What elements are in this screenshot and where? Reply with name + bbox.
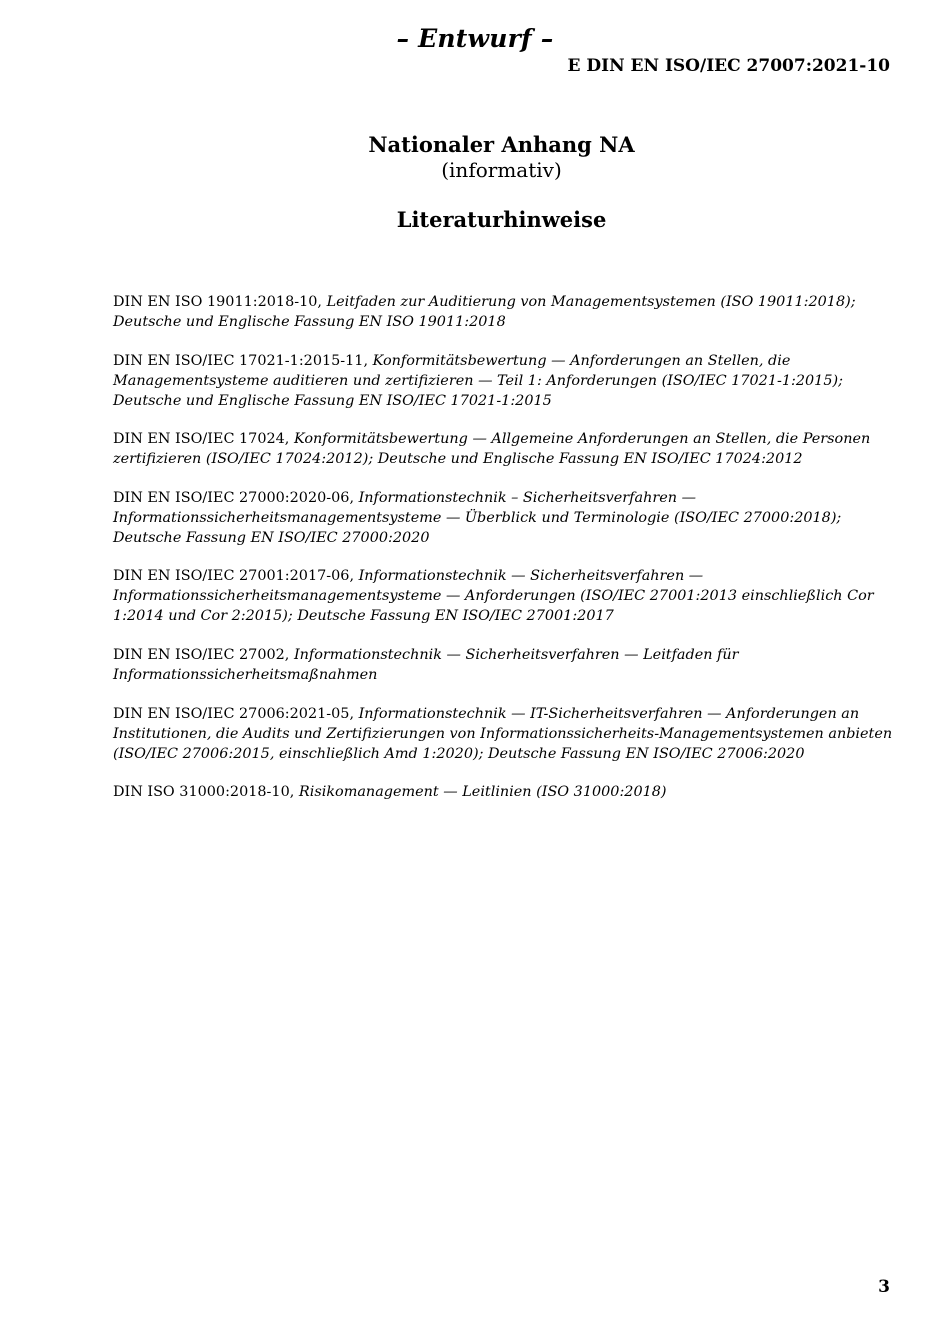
reference-designation: DIN EN ISO/IEC 27002, [113, 646, 290, 663]
reference-title: Risikomanagement — Leitlinien (ISO 31000:2018) [298, 784, 667, 801]
reference-designation: DIN EN ISO/IEC 27000:2020-06, [113, 489, 355, 506]
annex-subtitle: (informativ) [441, 158, 562, 182]
reference-title: Informationstechnik — IT-Sicherheitsverfahren — Anforderungen an Institutionen, die Audits und Zertifizierungen von Informationssicherheits-Managementsystemen anbieten (ISO/IEC 27006:2015, einschließlich Amd 1:2020); Deutsche Fassung EN ISO/IEC 27006:2020 [113, 705, 893, 762]
draft-mark: – Entwurf – [396, 24, 554, 53]
reference-item [113, 782, 895, 802]
document-id: E DIN EN ISO/IEC 27007:2021-10 [567, 56, 890, 76]
page-number: 3 [878, 1277, 890, 1297]
reference-designation: DIN EN ISO 19011:2018-10, [113, 294, 322, 310]
reference-item [113, 704, 895, 764]
reference-designation: DIN EN ISO/IEC 17024, [113, 431, 290, 448]
reference-item [113, 292, 895, 332]
reference-item [113, 429, 895, 469]
reference-list [113, 292, 895, 821]
section-title: Literaturhinweise [396, 207, 607, 232]
reference-title: Leitfaden zur Auditierung von Managementsystemen (ISO 19011:2018); Deutsche und Englische Fassung EN ISO 19011:2018 [113, 294, 856, 330]
reference-title: Konformitätsbewertung — Allgemeine Anforderungen an Stellen, die Personen zertifizieren (ISO/IEC 17024:2012); Deutsche und Englische Fassung EN ISO/IEC 17024:2012 [113, 431, 871, 468]
reference-title: Informationstechnik — Sicherheitsverfahren — Informationssicherheitsmanagementsysteme — Anforderungen (ISO/IEC 27001:2013 einschließlich Cor 1:2014 und Cor 2:2015); Deutsche Fassung EN ISO/IEC 27001:2017 [113, 568, 874, 625]
reference-designation: DIN EN ISO/IEC 17021-1:2015-11, [113, 352, 369, 369]
reference-item [113, 566, 895, 626]
reference-title: Informationstechnik – Sicherheitsverfahren — Informationssicherheitsmanagementsysteme — Überblick und Terminologie (ISO/IEC 27000:2018); Deutsche Fassung EN ISO/IEC 27000:2020 [113, 489, 842, 546]
reference-item [113, 645, 895, 685]
reference-item [113, 488, 895, 548]
reference-designation: DIN EN ISO/IEC 27006:2021-05, [113, 705, 355, 722]
annex-title: Nationaler Anhang NA [368, 132, 635, 157]
reference-item [113, 351, 895, 411]
reference-designation: DIN EN ISO/IEC 27001:2017-06, [113, 568, 355, 585]
reference-designation: DIN ISO 31000:2018-10, [113, 784, 295, 801]
reference-title: Konformitätsbewertung — Anforderungen an Stellen, die Managementsysteme auditieren und zertifizieren — Teil 1: Anforderungen (ISO/IEC 17021-1:2015); Deutsche und Englische Fassung EN ISO/IEC 17021-1:2015 [113, 352, 843, 409]
reference-title: Informationstechnik — Sicherheitsverfahren — Leitfaden für Informationssicherheitsmaßnahmen [113, 646, 739, 683]
